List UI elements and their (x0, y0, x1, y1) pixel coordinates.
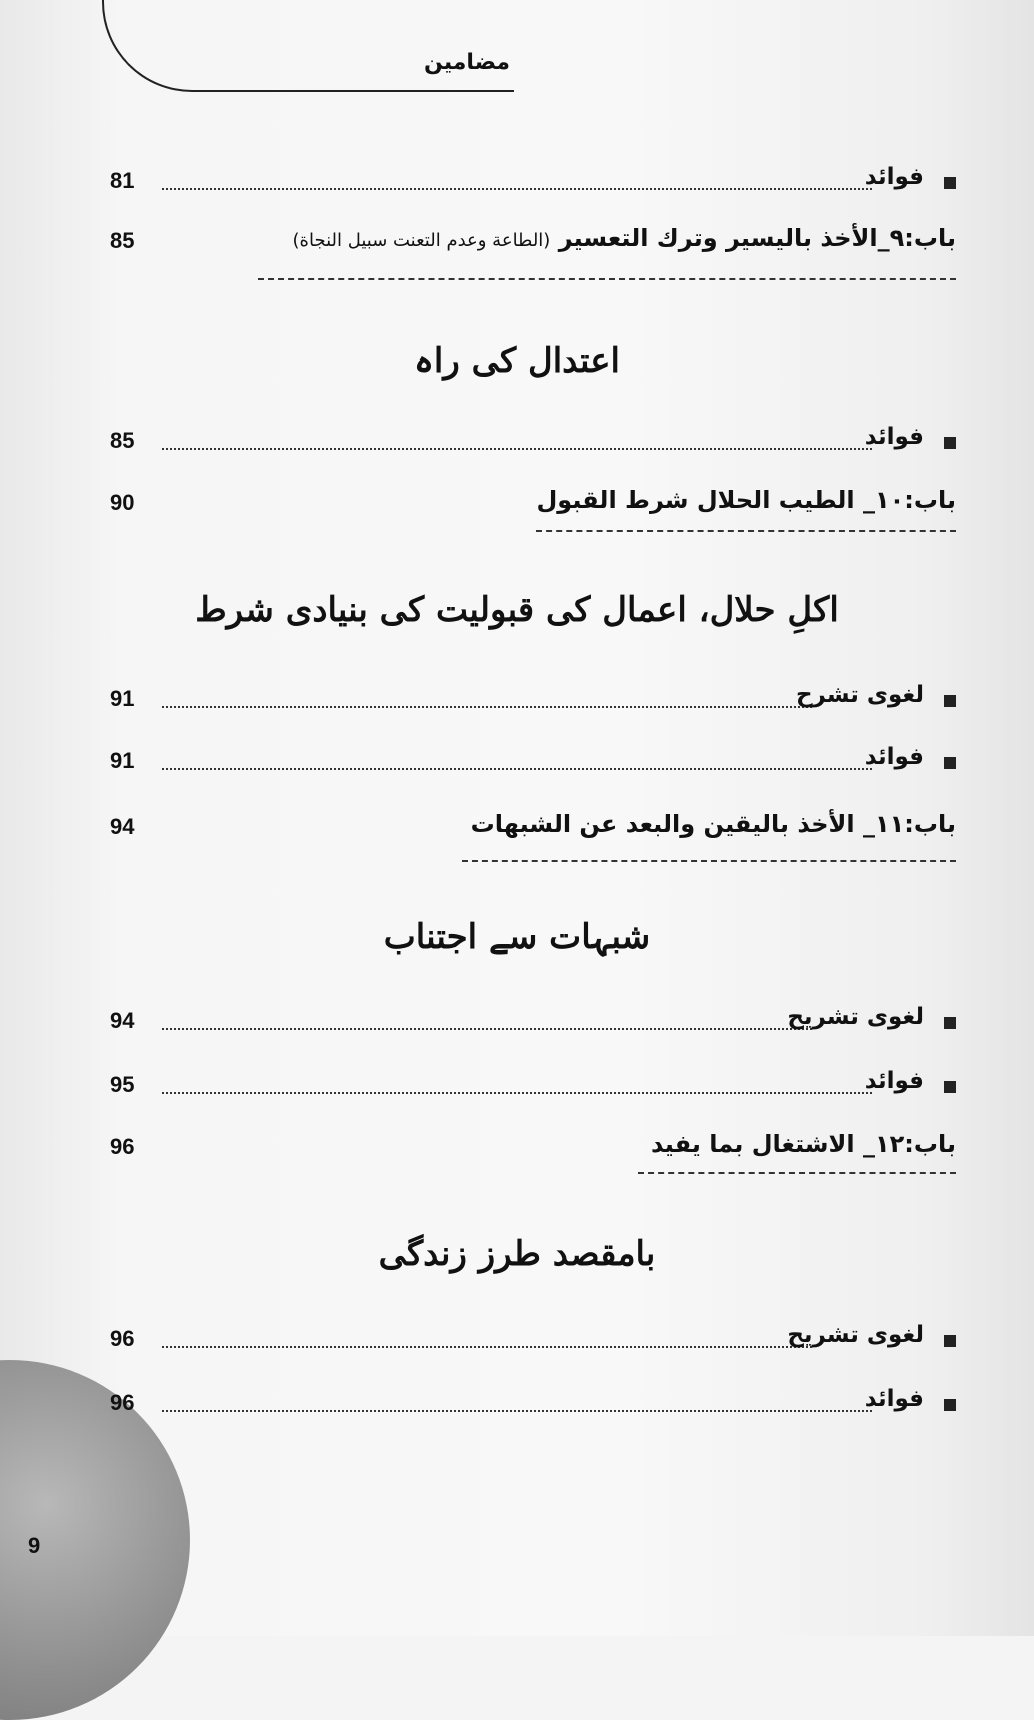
toc-entry[interactable] (0, 1322, 1034, 1366)
square-bullet-icon (944, 1017, 956, 1029)
entry-label: لغوی تشریح (787, 1322, 924, 1348)
entry-page-number: 94 (110, 1008, 135, 1033)
section-heading: اکلِ حلال، اعمال کی قبولیت کی بنیادی شرط (195, 590, 839, 630)
toc-entry[interactable] (0, 164, 1034, 208)
entry-page-number: 95 (110, 1072, 135, 1097)
toc-entry[interactable] (0, 682, 1034, 726)
toc-entry[interactable] (0, 744, 1034, 788)
section-heading: بامقصد طرز زندگی (378, 1234, 656, 1274)
entry-label: لغوی تشریح (787, 1004, 924, 1030)
dot-leader (162, 1092, 872, 1094)
chapter-underline (536, 530, 956, 532)
chapter-underline (258, 278, 956, 280)
entry-page-number: 91 (110, 686, 135, 711)
dot-leader (162, 1410, 872, 1412)
entry-page-number: 96 (110, 1390, 135, 1415)
dot-leader (162, 448, 872, 450)
toc-chapter-entry[interactable] (0, 1130, 1034, 1174)
entry-page-number: 81 (110, 168, 135, 193)
section-heading: شبہات سے اجتناب (383, 917, 651, 957)
entry-label: فوائد (864, 1068, 924, 1094)
entry-page-number: 96 (110, 1326, 135, 1351)
toc-entry[interactable] (0, 1004, 1034, 1048)
square-bullet-icon (944, 437, 956, 449)
toc-entry[interactable] (0, 424, 1034, 468)
entry-label: فوائد (864, 424, 924, 450)
chapter-heading (293, 224, 956, 252)
square-bullet-icon (944, 1081, 956, 1093)
page-title: مضامین (424, 50, 510, 75)
entry-label: فوائد (864, 744, 924, 770)
chapter-underline (638, 1172, 956, 1174)
square-bullet-icon (944, 177, 956, 189)
entry-page-number: 85 (110, 228, 135, 253)
section-heading: اعتدال کی راہ (414, 341, 620, 381)
square-bullet-icon (944, 695, 956, 707)
header-decoration (102, 0, 514, 92)
square-bullet-icon (944, 1399, 956, 1411)
dot-leader (162, 1028, 812, 1030)
chapter-title: باب:۹_الأخذ باليسير وترك التعسير (558, 224, 956, 252)
toc-entry[interactable] (0, 1068, 1034, 1112)
chapter-title: باب:۱۱_ الأخذ باليقين والبعد عن الشبهات (470, 810, 956, 838)
square-bullet-icon (944, 757, 956, 769)
entry-label: فوائد (864, 164, 924, 190)
entry-page-number: 90 (110, 490, 135, 515)
entry-page-number: 85 (110, 428, 135, 453)
dot-leader (162, 768, 872, 770)
chapter-title: باب:۱۲_ الاشتغال بما يفيد (650, 1130, 956, 1158)
entry-page-number: 94 (110, 814, 135, 839)
dot-leader (162, 188, 872, 190)
entry-page-number: 96 (110, 1134, 135, 1159)
toc-entry[interactable] (0, 1386, 1034, 1430)
dot-leader (162, 1346, 812, 1348)
square-bullet-icon (944, 1335, 956, 1347)
chapter-underline (462, 860, 956, 862)
toc-chapter-entry[interactable] (0, 486, 1034, 530)
dot-leader (162, 706, 812, 708)
entry-label: لغوی تشرح (795, 682, 924, 708)
page-number: 9 (28, 1533, 41, 1558)
entry-page-number: 91 (110, 748, 135, 773)
chapter-title: باب:۱۰_ الطيب الحلال شرط القبول (536, 486, 956, 514)
entry-label: فوائد (864, 1386, 924, 1412)
chapter-subtitle: (الطاعة وعدم التعنت سبيل النجاة) (292, 230, 551, 251)
toc-chapter-entry[interactable] (0, 810, 1034, 854)
toc-chapter-entry[interactable] (0, 224, 1034, 268)
